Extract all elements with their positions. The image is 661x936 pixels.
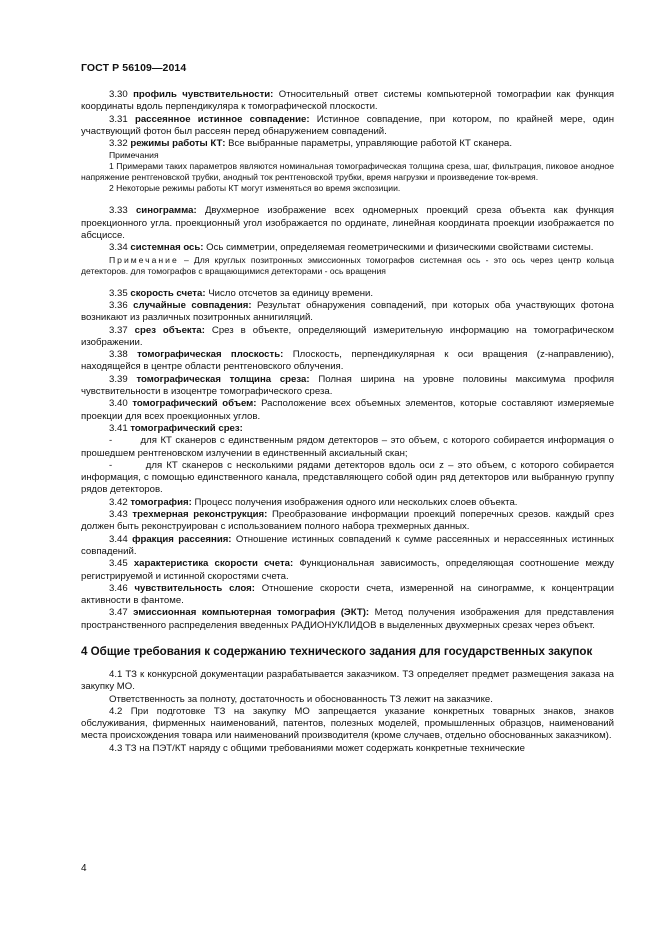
definition-entry: 3.36 случайные совпадения: Результат обнаружения совпадений, при которых оба участвующих фотона возникают из различных позитронных аннигиляций. [81, 299, 614, 324]
definition-entry: 3.47 эмиссионная компьютерная томография (ЭКТ): Метод получения изображения для представления пространственного распределения введенных РАДИОНУКЛИДОВ в выделенных двухмерных срезах через объект. [81, 607, 614, 631]
definition-entry: 3.31 рассеянное истинное совпадение: Истинное совпадение, при котором, по крайней мере, один участвующий фотон был рассеян перед обнаружением совпадений. [81, 113, 615, 137]
definition-entry: 3.40 томографический объем: Расположение всех объемных элементов, которые составляют измеряемые проекции для всех проекционных углов. [81, 398, 615, 422]
document-body [81, 89, 614, 755]
note-item: 1 Примерами таких параметров являются номинальная томографическая толщина среза, шаг, фильтрация, пиковое анодное напряжение рентгеновской трубки, анодный ток рентгеновской трубки, время нагрузки и произведение ток-время. [81, 161, 614, 183]
definition-entry: 3.38 томографическая плоскость: Плоскость, перпендикулярная к оси вращения (z-направлению), находящейся в центре области рентгеновского облучения. [81, 349, 614, 373]
section-paragraph: 4.1 ТЗ к конкурсной документации разрабатывается заказчиком. ТЗ определяет предмет размещения заказа на закупку МО. [81, 668, 614, 693]
definition-entry: 3.46 чувствительность слоя: Отношение скорости счета, измеренной на синограмме, к концентрации активности в фантоме. [81, 582, 614, 607]
definition-entry: 3.33 синограмма: Двухмерное изображение всех одномерных проекций среза объекта как функция проекционного угла. проекционный угол изображается по ординате, линейная координата проекции изображается по абсциссе. [81, 205, 614, 242]
section-paragraph: 4.2 При подготовке ТЗ на закупку МО запрещается указание конкретных товарных знаков, знаков обслуживания, фирменных наименований, патентов, полезных моделей, промышленных образцов, наименований места происхождения товара или наименований производителя (кроме случаев, отдельно обоснованных заказчиком). [81, 705, 614, 742]
definition-entry: 3.37 срез объекта: Срез в объекте, определяющий измерительную информацию на томографическом изображении. [81, 324, 614, 348]
dash-item: - для КТ сканеров с единственным рядом детекторов – это объем, с которого собирается информация о прошедшем рентгеновском излучении в единственный аксиальный скан; [81, 435, 614, 459]
definition-entry: 3.35 скорость счета: Число отсчетов за единицу времени. [109, 287, 374, 299]
note-item: 2 Некоторые режимы работы КТ могут изменяться во время экспозиции. [109, 183, 401, 194]
notes-title: Примечания [109, 150, 159, 161]
definitions-group-b [81, 205, 614, 276]
definition-entry: 3.30 профиль чувствительности: Относительный ответ системы компьютерной томографии как функция координаты вдоль перпендикуляра к томографической плоскости. [81, 89, 615, 113]
system-axis-note: Примечание – Для круглых позитронных эмиссионных томографов системная ось - это ось через центр кольца детекторов. для томографов с вращающимися детекторами - ось вращения [81, 254, 615, 276]
definition-entry: 3.39 томографическая толщина среза: Полная ширина на уровне половины максимума профиля чувствительности в изоцентре томографического среза. [81, 373, 615, 398]
definition-entry: 3.44 фракция рассеяния: Отношение истинных совпадений к сумме рассеянных и нерассеянных истинных совпадений. [81, 533, 614, 557]
definition-entry: 3.32 режимы работы КТ: Все выбранные параметры, управляющие работой КТ сканера. [109, 138, 513, 150]
definition-entry: 3.45 характеристика скорости счета: Функциональная зависимость, определяющая соотношение между регистрируемой и истинной скоростями счета. [81, 558, 614, 582]
definition-entry: 3.42 томография: Процесс получения изображения одного или нескольких слоев объекта. [109, 496, 518, 508]
definitions-group-a [81, 89, 614, 194]
page-number: 4 [81, 863, 87, 874]
section-4-body [81, 669, 614, 755]
definitions-group-c [81, 288, 614, 632]
section-4-heading: 4 Общие требования к содержанию технического задания для государственных закупок [81, 644, 593, 658]
section-paragraph: Ответственность за полноту, достаточность и обоснованность ТЗ лежит на заказчике. [109, 693, 493, 705]
section-paragraph: 4.3 ТЗ на ПЭТ/КТ наряду с общими требованиями может содержать конкретные технические [109, 742, 525, 754]
dash-item: - для КТ сканеров с несколькими рядами детекторов вдоль оси z – это объем, с которого собирается информация, с помощью единственного канала, представляющего собой один ряд детекторов или выбранную группу рядов детекторов. [81, 459, 614, 496]
definition-entry: 3.41 томографический срез: [109, 422, 243, 434]
standard-header: ГОСТ Р 56109—2014 [81, 62, 187, 74]
definition-entry: 3.34 системная ось: Ось симметрии, определяемая геометрическими и физическими свойствами системы. [109, 242, 594, 254]
definition-entry: 3.43 трехмерная реконструкция: Преобразование информации проекций поперечных срезов. каждый срез должен быть реконструирован с использованием полного набора трехмерных данных. [81, 509, 614, 533]
